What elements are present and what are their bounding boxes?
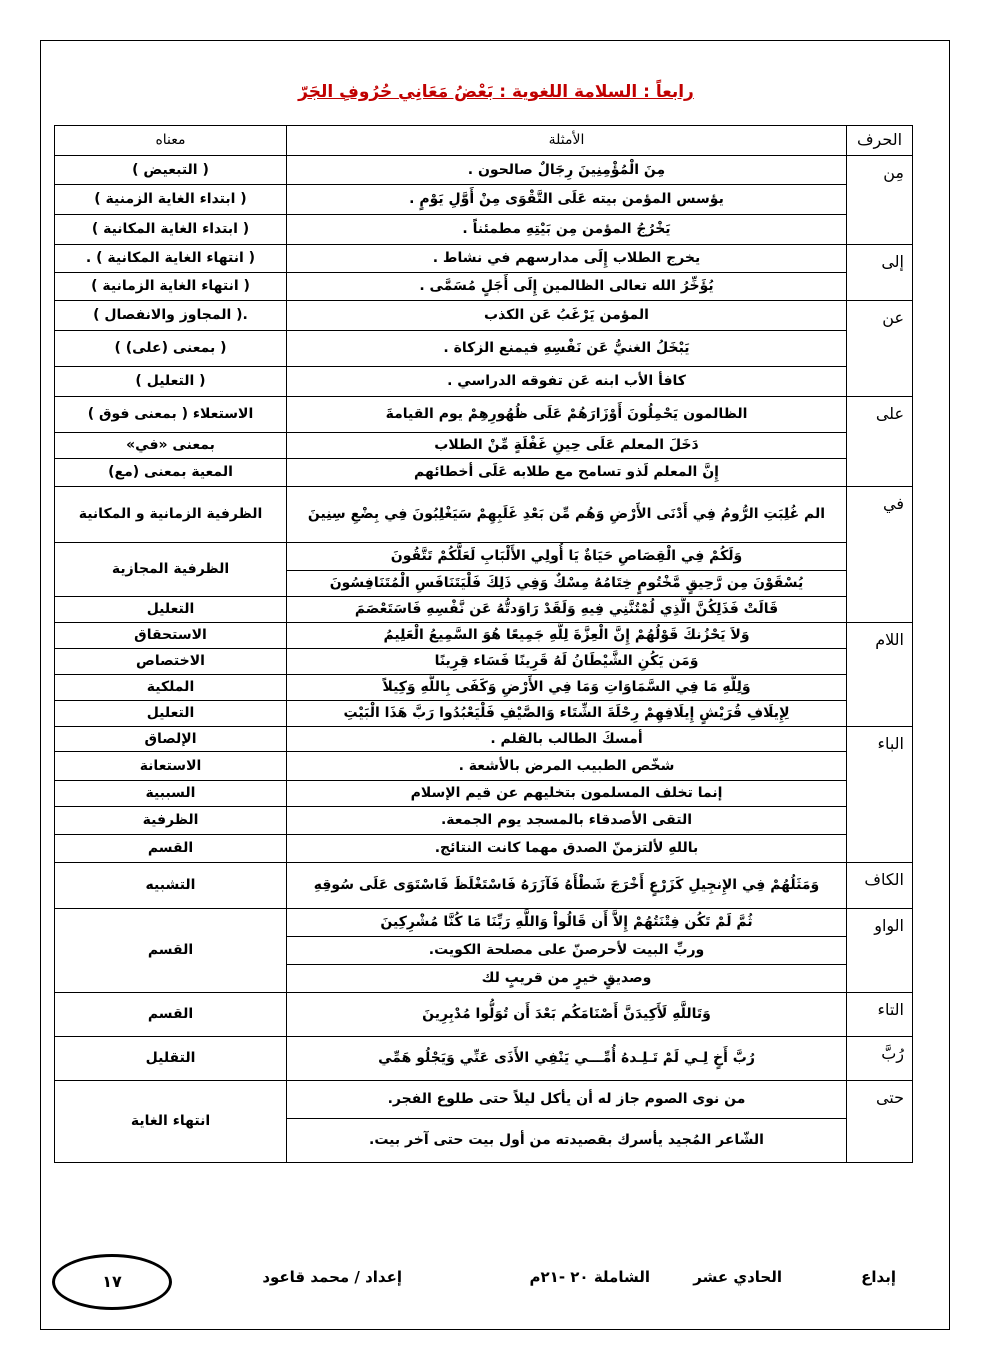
meaning-cell: التعليل [55, 701, 287, 727]
example-cell: وربِّ البيت لأحرصنّ على مصلحة الكويت. [287, 937, 847, 965]
example-cell: لِإِيلَافِ قُرَيْشٍ إِيلَافِهِمْ رِحْلَةَ الشِّتَاء وَالصَّيْفِ فَلْيَعْبُدُوا رَبَّ هَذَا الْبَيْتِ [287, 701, 847, 727]
prepositions-table [54, 125, 913, 1163]
table-row [55, 301, 913, 331]
harf-cell: مِن [847, 156, 913, 245]
table-row [55, 331, 913, 367]
table-row [55, 597, 913, 623]
footer-author: إعداد / محمد قاعود [262, 1268, 402, 1286]
meaning-cell: ( التعليل ) [55, 367, 287, 397]
table-row [55, 245, 913, 273]
footer-ibdaa: إبداع [861, 1268, 896, 1286]
table-row [55, 397, 913, 433]
table-row [55, 649, 913, 675]
example-cell: وَمَن يَكُنِ الشَّيْطَانُ لَهُ قَرِينًا فَسَاء قِرِينًا [287, 649, 847, 675]
meaning-cell: ( ابتداء الغاية الزمنية ) [55, 185, 287, 215]
harf-cell: عن [847, 301, 913, 397]
table-row [55, 835, 913, 863]
meaning-cell: الاستعلاء ( بمعنى فوق ) [55, 397, 287, 433]
meaning-cell: التشبيه [55, 863, 287, 909]
header-harf: الحرف [847, 126, 913, 156]
meaning-cell: الظرفية المجازية [55, 543, 287, 597]
example-cell: يُسْقَوْنَ مِن رَّحِيقٍ مَّخْتُومٍ خِتَامُهُ مِسْكٌ وَفِي ذَلِكَ فَلْيَتَنَافَسِ الْمُتَنَافِسُونَ [287, 571, 847, 597]
table-row [55, 863, 913, 909]
table-row [55, 623, 913, 649]
meaning-cell: الاستحقاق [55, 623, 287, 649]
table-row [55, 543, 913, 571]
page-title: رابعاً : السلامة اللغوية : بَعْضُ مَعَانِي حُرُوفِ الجَرّ [298, 82, 694, 102]
table-row [55, 215, 913, 245]
example-cell: رُبَّ أَخٍ لِـي لَمْ تَـلِـدهُ أُمِّـــي يَنْفِي الأَذَى عَنِّي وَيَجْلُو هَمِّي [287, 1037, 847, 1081]
meaning-cell: الملكية [55, 675, 287, 701]
harf-cell: اللام [847, 623, 913, 727]
table-row [55, 433, 913, 459]
meaning-cell: انتهاء الغاية [55, 1081, 287, 1163]
example-cell: إنما تخلف المسلمون بتخليهم عن قيم الإسلام [287, 781, 847, 807]
meaning-cell: المعية بمعنى (مع) [55, 459, 287, 487]
page-number: ١٧ [52, 1254, 172, 1310]
example-cell: قَالَتْ فَذَلِكُنَّ الَّذِي لُمْتُنَّنِي فِيهِ وَلَقَدْ رَاوَدتُّهُ عَن نَّفْسِهِ فَاسَتَعْصَمَ [287, 597, 847, 623]
table-row [55, 156, 913, 185]
meaning-cell: ( انتهاء الغاية الزمانية ) [55, 273, 287, 301]
meaning-cell: الاختصاص [55, 649, 287, 675]
meaning-cell: ( بمعنى (على) ) [55, 331, 287, 367]
meaning-cell: القسم [55, 993, 287, 1037]
table-row [55, 807, 913, 835]
table-row [55, 273, 913, 301]
example-cell: الشّاعر المُجيد يأسرك بقصيدته من أول بيت حتى آخر بيت. [287, 1119, 847, 1163]
table-row [55, 487, 913, 543]
table-row [55, 1037, 913, 1081]
meaning-cell: التعليل [55, 597, 287, 623]
table-row [55, 367, 913, 397]
example-cell: يخرج الطلاب إِلَى مدارسهم في نشاط . [287, 245, 847, 273]
example-cell: المؤمن يَرْغَبُ عَن الكذب [287, 301, 847, 331]
example-cell: التقى الأصدقاء بالمسجد يوم الجمعة. [287, 807, 847, 835]
meaning-cell: بمعنى «في» [55, 433, 287, 459]
example-cell: وَلَكُمْ فِي الْقِصَاصِ حَيَاةٌ يَا أُولِي الأَلْبَابِ لَعَلَّكُمْ تَتَّقُونَ [287, 543, 847, 571]
example-cell: وصديقٍ خيرٍ من قريبٍ لك [287, 965, 847, 993]
meaning-cell: ( ابتداء الغاية المكانية ) [55, 215, 287, 245]
example-cell: إِنَّ المعلم لَذو تسامح مع طلابه عَلَى أخطائهم [287, 459, 847, 487]
harf-cell: في [847, 487, 913, 623]
table-row [55, 701, 913, 727]
meaning-cell: السببية [55, 781, 287, 807]
harf-cell: الكاف [847, 863, 913, 909]
meaning-cell: القسم [55, 909, 287, 993]
example-cell: يَخْرُجُ المؤمن مِن بَيْتِهِ مطمئناً . [287, 215, 847, 245]
example-cell: الظالمون يَحْمِلُونَ أَوْزَارَهُمْ عَلَى ظُهُورِهِمْ يوم القيامةَ [287, 397, 847, 433]
table-row [55, 1081, 913, 1119]
table-row [55, 752, 913, 781]
example-cell: شخّص الطبيب المرض بالأشعة . [287, 752, 847, 781]
example-cell: من نوى الصوم جاز له أن يأكل ليلاً حتى طلوع الفجر. [287, 1081, 847, 1119]
footer-grade: الحادي عشر [693, 1268, 782, 1286]
harf-cell: التاء [847, 993, 913, 1037]
example-cell: وَمَثَلُهُمْ فِي الإِنجِيلِ كَزَرْعٍ أَخْرَجَ شَطْأَهُ فَآزَرَهُ فَاسْتَغْلَظَ فَاسْتَوَى عَلَى سُوقِهِ [287, 863, 847, 909]
harf-cell: الواو [847, 909, 913, 993]
example-cell: يَبْخَلُ الغنيُّ عَن نَفْسِهِ فيمنع الزكاة . [287, 331, 847, 367]
example-cell: وَلِلَّهِ مَا فِي السَّمَاوَاتِ وَمَا فِي الأَرْضِ وَكَفَى بِاللَّهِ وَكِيلاً [287, 675, 847, 701]
table-row [55, 185, 913, 215]
example-cell: الم غُلِبَتِ الرُّومُ فِي أَدْنَى الأَرْضِ وَهُم مِّن بَعْدِ غَلَبِهِمْ سَيَغْلِبُونَ فِي بِضْعِ سِنِينَ [287, 487, 847, 543]
table-row [55, 675, 913, 701]
meaning-cell: ( انتهاء الغاية المكانية ) . [55, 245, 287, 273]
meaning-cell: ( التبعيض ) [55, 156, 287, 185]
table-body [55, 156, 913, 1163]
table-row [55, 909, 913, 937]
example-cell: وَتَاللَّهِ لَأَكِيدَنَّ أَصْنَامَكُم بَعْدَ أَن تُوَلُّوا مُدْبِرِينَ [287, 993, 847, 1037]
meaning-cell: التقليل [55, 1037, 287, 1081]
meaning-cell: الظرفية [55, 807, 287, 835]
example-cell: كافأ الأب ابنه عَن تفوقه الدراسي . [287, 367, 847, 397]
harf-cell: رُبَّ [847, 1037, 913, 1081]
meaning-cell: الظرفية الزمانية و المكانية [55, 487, 287, 543]
example-cell: ثُمَّ لَمْ تَكُن فِتْنَتُهُمْ إِلاَّ أَن قَالُواْ وَاللَّهِ رَبِّنَا مَا كُنَّا مُشْرِكِينَ [287, 909, 847, 937]
meaning-cell: .( المجاوز والانفصال ) [55, 301, 287, 331]
example-cell: يؤسس المؤمن بيته عَلَى التَّقْوَى مِنْ أَوَّلِ يَوْمٍ . [287, 185, 847, 215]
example-cell: باللهِ لألتزمنّ الصدق مهما كانت النتائج. [287, 835, 847, 863]
example-cell: أمسكَ الطالب بالقلم . [287, 727, 847, 752]
meaning-cell: القسم [55, 835, 287, 863]
table-row [55, 459, 913, 487]
example-cell: يُؤَخِّرُ الله تعالى الظالمين إِلَى أَجَلٍ مُسَمَّى . [287, 273, 847, 301]
example-cell: وَلاَ يَحْزُنكَ قَوْلُهُمْ إِنَّ الْعِزَّةَ لِلَّهِ جَمِيعًا هُوَ السَّمِيعُ الْعَلِيمُ [287, 623, 847, 649]
example-cell: دَخَلَ المعلم عَلَى حِينِ غَفْلَةٍ مِّنْ الطلاب [287, 433, 847, 459]
table-row [55, 781, 913, 807]
harf-cell: الباء [847, 727, 913, 863]
header-meaning: معناه [55, 126, 287, 156]
header-examples: الأمثلة [287, 126, 847, 156]
meaning-cell: الإلصاق [55, 727, 287, 752]
footer-course: الشاملة ٢٠ -٢١م [529, 1268, 650, 1286]
meaning-cell: الاستعانة [55, 752, 287, 781]
harf-cell: إلى [847, 245, 913, 301]
harf-cell: حتى [847, 1081, 913, 1163]
table-row [55, 993, 913, 1037]
table-row [55, 727, 913, 752]
example-cell: مِنَ الْمُؤْمِنِينَ رِجَالٌ صالحون . [287, 156, 847, 185]
harf-cell: على [847, 397, 913, 487]
